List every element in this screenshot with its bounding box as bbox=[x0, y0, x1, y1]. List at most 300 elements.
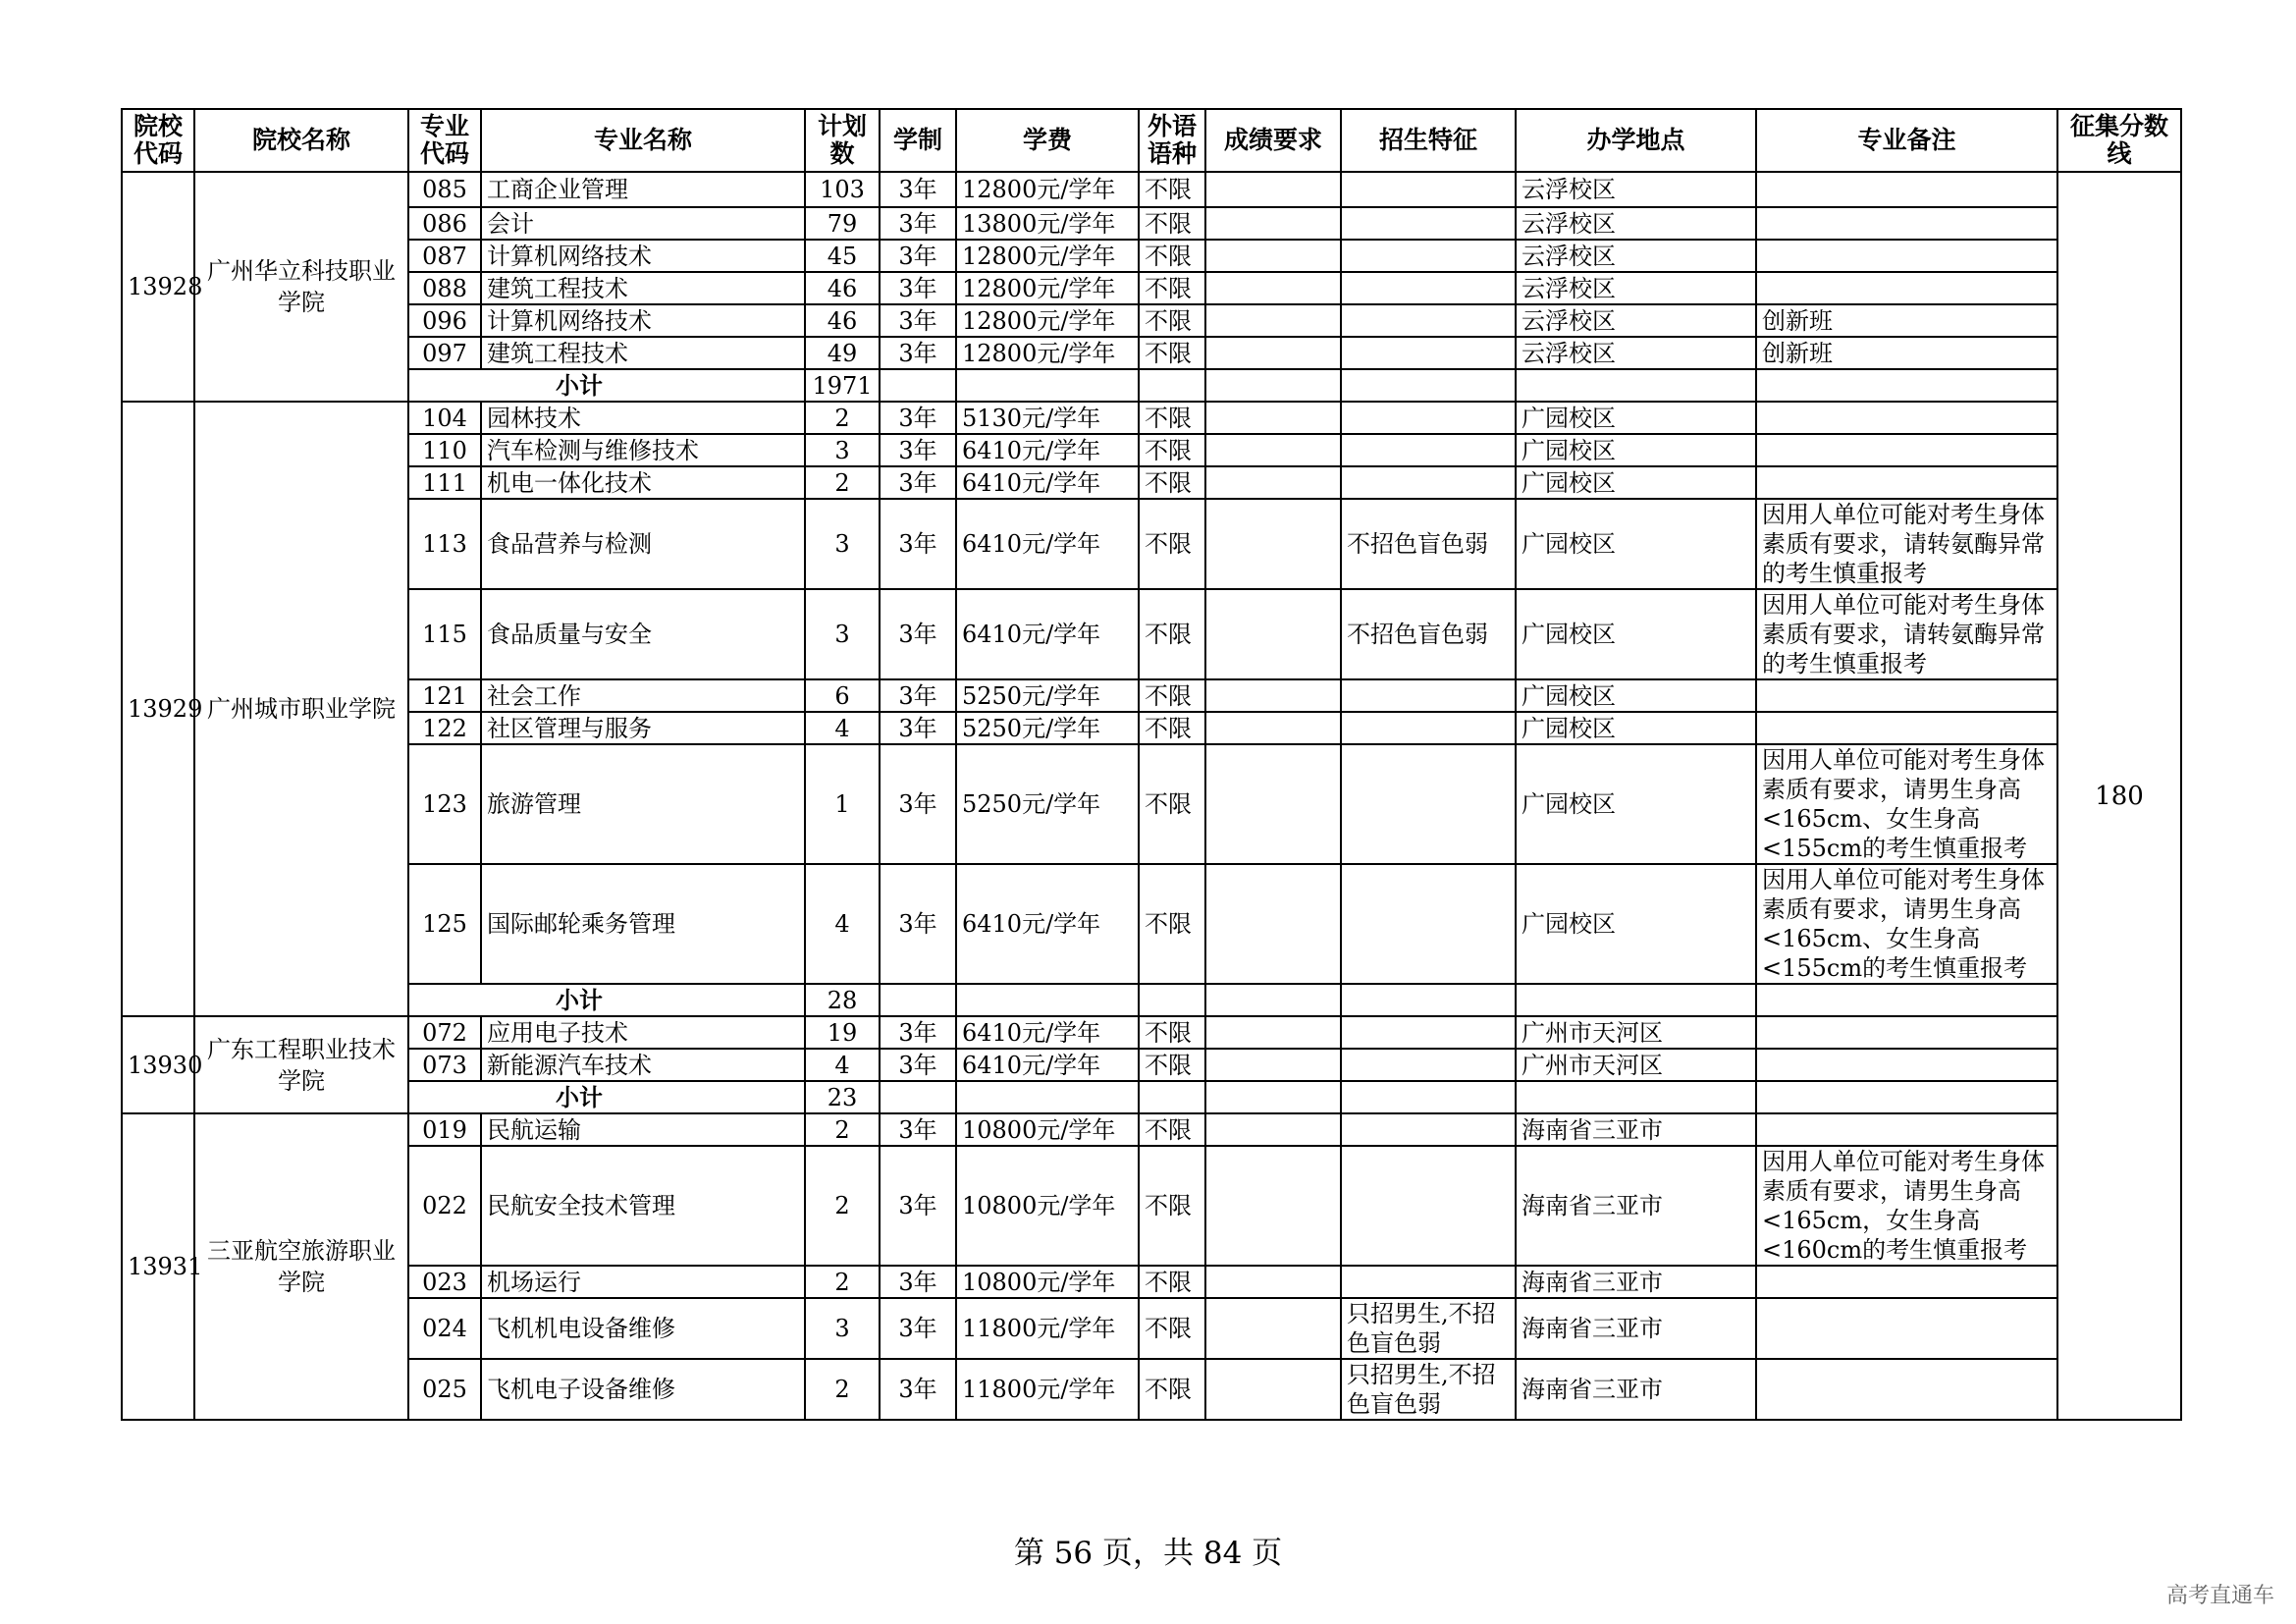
features-cell bbox=[1341, 272, 1516, 304]
score-requirement-cell bbox=[1205, 589, 1341, 679]
table-row bbox=[122, 1016, 2181, 1049]
table-row bbox=[122, 1359, 2181, 1420]
tuition-cell: 5250元/学年 bbox=[956, 744, 1139, 864]
language-cell: 不限 bbox=[1139, 1298, 1205, 1359]
empty-cell bbox=[880, 1081, 956, 1113]
remarks-cell: 因用人单位可能对考生身体素质有要求，请男生身高<165cm、女生身高<155cm的考生慎重报考 bbox=[1756, 864, 2057, 984]
location-cell: 云浮校区 bbox=[1516, 272, 1756, 304]
language-cell: 不限 bbox=[1139, 1359, 1205, 1420]
tuition-cell: 5130元/学年 bbox=[956, 402, 1139, 434]
language-cell: 不限 bbox=[1139, 272, 1205, 304]
major-code-cell: 123 bbox=[408, 744, 481, 864]
subtotal-label-cell bbox=[408, 369, 805, 402]
plan-count-cell: 4 bbox=[805, 1049, 880, 1081]
duration-cell: 3年 bbox=[880, 1049, 956, 1081]
duration-cell: 3年 bbox=[880, 1266, 956, 1298]
major-name-cell: 食品质量与安全 bbox=[481, 589, 805, 679]
location-cell: 云浮校区 bbox=[1516, 207, 1756, 240]
empty-cell bbox=[1205, 984, 1341, 1016]
table-row bbox=[122, 207, 2181, 240]
language-cell: 不限 bbox=[1139, 240, 1205, 272]
score-requirement-cell bbox=[1205, 1298, 1341, 1359]
language-cell: 不限 bbox=[1139, 172, 1205, 207]
duration-cell: 3年 bbox=[880, 1298, 956, 1359]
major-code-cell: 096 bbox=[408, 304, 481, 337]
subtotal-value-cell: 1971 bbox=[805, 369, 880, 402]
table-row bbox=[122, 466, 2181, 499]
empty-cell bbox=[1139, 984, 1205, 1016]
tuition-cell: 6410元/学年 bbox=[956, 1049, 1139, 1081]
remarks-cell: 因用人单位可能对考生身体素质有要求，请男生身高<165cm，女生身高<160cm的考生慎重报考 bbox=[1756, 1146, 2057, 1266]
school-code-cell: 13931 bbox=[122, 1113, 194, 1420]
remarks-cell bbox=[1756, 1266, 2057, 1298]
language-cell: 不限 bbox=[1139, 466, 1205, 499]
remarks-cell bbox=[1756, 466, 2057, 499]
duration-cell: 3年 bbox=[880, 402, 956, 434]
location-cell: 云浮校区 bbox=[1516, 304, 1756, 337]
plan-count-cell: 2 bbox=[805, 1113, 880, 1146]
plan-count-cell: 3 bbox=[805, 434, 880, 466]
table-row bbox=[122, 864, 2181, 984]
duration-cell: 3年 bbox=[880, 679, 956, 712]
tuition-cell: 6410元/学年 bbox=[956, 466, 1139, 499]
features-cell bbox=[1341, 1266, 1516, 1298]
duration-cell: 3年 bbox=[880, 1359, 956, 1420]
remarks-cell bbox=[1756, 1049, 2057, 1081]
school-name-cell: 广州华立科技职业学院 bbox=[194, 172, 408, 402]
plan-count-cell: 46 bbox=[805, 272, 880, 304]
score-requirement-cell bbox=[1205, 207, 1341, 240]
plan-count-cell: 49 bbox=[805, 337, 880, 369]
empty-cell bbox=[956, 984, 1139, 1016]
empty-cell bbox=[1205, 369, 1341, 402]
features-cell bbox=[1341, 1113, 1516, 1146]
admission-plan-table bbox=[121, 108, 2182, 1421]
language-cell: 不限 bbox=[1139, 679, 1205, 712]
major-name-cell: 机场运行 bbox=[481, 1266, 805, 1298]
location-cell: 广州市天河区 bbox=[1516, 1016, 1756, 1049]
score-requirement-cell bbox=[1205, 304, 1341, 337]
tuition-cell: 11800元/学年 bbox=[956, 1298, 1139, 1359]
location-cell: 海南省三亚市 bbox=[1516, 1146, 1756, 1266]
table-row bbox=[122, 337, 2181, 369]
major-code-cell: 072 bbox=[408, 1016, 481, 1049]
tuition-cell: 5250元/学年 bbox=[956, 712, 1139, 744]
duration-cell: 3年 bbox=[880, 272, 956, 304]
tuition-cell: 12800元/学年 bbox=[956, 304, 1139, 337]
remarks-cell: 因用人单位可能对考生身体素质有要求，请转氨酶异常的考生慎重报考 bbox=[1756, 499, 2057, 589]
school-code-cell: 13929 bbox=[122, 402, 194, 1016]
major-code-cell: 087 bbox=[408, 240, 481, 272]
major-code-cell: 022 bbox=[408, 1146, 481, 1266]
duration-cell: 3年 bbox=[880, 712, 956, 744]
empty-cell bbox=[1516, 1081, 1756, 1113]
empty-cell bbox=[1756, 369, 2057, 402]
tuition-cell: 12800元/学年 bbox=[956, 172, 1139, 207]
remarks-cell bbox=[1756, 712, 2057, 744]
remarks-cell bbox=[1756, 1113, 2057, 1146]
header-features: 招生特征 bbox=[1341, 109, 1516, 172]
empty-cell bbox=[1756, 1081, 2057, 1113]
header-row bbox=[122, 109, 2181, 172]
header-language: 外语语种 bbox=[1139, 109, 1205, 172]
major-code-cell: 073 bbox=[408, 1049, 481, 1081]
location-cell: 广园校区 bbox=[1516, 864, 1756, 984]
subtotal-value-cell: 23 bbox=[805, 1081, 880, 1113]
language-cell: 不限 bbox=[1139, 1266, 1205, 1298]
duration-cell: 3年 bbox=[880, 207, 956, 240]
subtotal-row bbox=[122, 1081, 2181, 1113]
tuition-cell: 10800元/学年 bbox=[956, 1113, 1139, 1146]
language-cell: 不限 bbox=[1139, 1113, 1205, 1146]
header-cutoff: 征集分数线 bbox=[2057, 109, 2181, 172]
major-name-cell: 国际邮轮乘务管理 bbox=[481, 864, 805, 984]
language-cell: 不限 bbox=[1139, 1049, 1205, 1081]
major-name-cell: 应用电子技术 bbox=[481, 1016, 805, 1049]
location-cell: 广园校区 bbox=[1516, 499, 1756, 589]
plan-count-cell: 3 bbox=[805, 499, 880, 589]
tuition-cell: 6410元/学年 bbox=[956, 434, 1139, 466]
remarks-cell bbox=[1756, 240, 2057, 272]
header-duration: 学制 bbox=[880, 109, 956, 172]
duration-cell: 3年 bbox=[880, 466, 956, 499]
plan-count-cell: 2 bbox=[805, 402, 880, 434]
score-requirement-cell bbox=[1205, 744, 1341, 864]
school-name-cell: 广东工程职业技术学院 bbox=[194, 1016, 408, 1113]
duration-cell: 3年 bbox=[880, 744, 956, 864]
duration-cell: 3年 bbox=[880, 240, 956, 272]
location-cell: 海南省三亚市 bbox=[1516, 1298, 1756, 1359]
duration-cell: 3年 bbox=[880, 337, 956, 369]
location-cell: 广园校区 bbox=[1516, 466, 1756, 499]
major-name-cell: 旅游管理 bbox=[481, 744, 805, 864]
subtotal-label-cell bbox=[408, 984, 805, 1016]
plan-count-cell: 6 bbox=[805, 679, 880, 712]
plan-count-cell: 1 bbox=[805, 744, 880, 864]
header-major-code: 专业代码 bbox=[408, 109, 481, 172]
subtotal-row bbox=[122, 369, 2181, 402]
score-requirement-cell bbox=[1205, 499, 1341, 589]
language-cell: 不限 bbox=[1139, 337, 1205, 369]
major-name-cell: 园林技术 bbox=[481, 402, 805, 434]
location-cell: 广园校区 bbox=[1516, 402, 1756, 434]
language-cell: 不限 bbox=[1139, 1016, 1205, 1049]
language-cell: 不限 bbox=[1139, 402, 1205, 434]
features-cell bbox=[1341, 712, 1516, 744]
empty-cell bbox=[956, 369, 1139, 402]
score-requirement-cell bbox=[1205, 466, 1341, 499]
major-name-cell: 计算机网络技术 bbox=[481, 304, 805, 337]
major-name-cell: 社会工作 bbox=[481, 679, 805, 712]
score-requirement-cell bbox=[1205, 864, 1341, 984]
empty-cell bbox=[1139, 1081, 1205, 1113]
features-cell bbox=[1341, 240, 1516, 272]
plan-count-cell: 3 bbox=[805, 589, 880, 679]
major-code-cell: 104 bbox=[408, 402, 481, 434]
major-name-cell: 机电一体化技术 bbox=[481, 466, 805, 499]
tuition-cell: 5250元/学年 bbox=[956, 679, 1139, 712]
duration-cell: 3年 bbox=[880, 864, 956, 984]
plan-count-cell: 2 bbox=[805, 1266, 880, 1298]
header-location: 办学地点 bbox=[1516, 109, 1756, 172]
duration-cell: 3年 bbox=[880, 304, 956, 337]
remarks-cell: 创新班 bbox=[1756, 304, 2057, 337]
cutoff-score-cell: 180 bbox=[2057, 172, 2181, 1420]
duration-cell: 3年 bbox=[880, 1113, 956, 1146]
major-code-cell: 110 bbox=[408, 434, 481, 466]
major-code-cell: 113 bbox=[408, 499, 481, 589]
major-name-cell: 飞机电子设备维修 bbox=[481, 1359, 805, 1420]
location-cell: 广园校区 bbox=[1516, 589, 1756, 679]
header-school-code: 院校代码 bbox=[122, 109, 194, 172]
remarks-cell bbox=[1756, 172, 2057, 207]
plan-count-cell: 2 bbox=[805, 1359, 880, 1420]
tuition-cell: 6410元/学年 bbox=[956, 864, 1139, 984]
major-name-cell: 民航运输 bbox=[481, 1113, 805, 1146]
remarks-cell bbox=[1756, 1359, 2057, 1420]
school-name-cell: 广州城市职业学院 bbox=[194, 402, 408, 1016]
plan-count-cell: 4 bbox=[805, 864, 880, 984]
score-requirement-cell bbox=[1205, 1113, 1341, 1146]
major-code-cell: 121 bbox=[408, 679, 481, 712]
features-cell bbox=[1341, 207, 1516, 240]
tuition-cell: 10800元/学年 bbox=[956, 1266, 1139, 1298]
empty-cell bbox=[1516, 984, 1756, 1016]
language-cell: 不限 bbox=[1139, 864, 1205, 984]
major-name-cell: 会计 bbox=[481, 207, 805, 240]
score-requirement-cell bbox=[1205, 434, 1341, 466]
remarks-cell bbox=[1756, 207, 2057, 240]
major-name-cell: 建筑工程技术 bbox=[481, 272, 805, 304]
subtotal-label: 小计 bbox=[556, 371, 603, 400]
language-cell: 不限 bbox=[1139, 744, 1205, 864]
location-cell: 海南省三亚市 bbox=[1516, 1359, 1756, 1420]
location-cell: 海南省三亚市 bbox=[1516, 1113, 1756, 1146]
tuition-cell: 6410元/学年 bbox=[956, 589, 1139, 679]
header-tuition: 学费 bbox=[956, 109, 1139, 172]
score-requirement-cell bbox=[1205, 337, 1341, 369]
features-cell bbox=[1341, 304, 1516, 337]
table-row bbox=[122, 744, 2181, 864]
score-requirement-cell bbox=[1205, 172, 1341, 207]
features-cell: 只招男生,不招色盲色弱 bbox=[1341, 1359, 1516, 1420]
major-code-cell: 086 bbox=[408, 207, 481, 240]
header-score-requirement: 成绩要求 bbox=[1205, 109, 1341, 172]
table-row bbox=[122, 1146, 2181, 1266]
major-name-cell: 建筑工程技术 bbox=[481, 337, 805, 369]
school-code-cell: 13928 bbox=[122, 172, 194, 402]
empty-cell bbox=[880, 369, 956, 402]
school-code-cell: 13930 bbox=[122, 1016, 194, 1113]
features-cell bbox=[1341, 402, 1516, 434]
empty-cell bbox=[1341, 1081, 1516, 1113]
table-body bbox=[122, 172, 2181, 1420]
features-cell: 不招色盲色弱 bbox=[1341, 499, 1516, 589]
language-cell: 不限 bbox=[1139, 712, 1205, 744]
features-cell bbox=[1341, 466, 1516, 499]
major-name-cell: 工商企业管理 bbox=[481, 172, 805, 207]
table-row bbox=[122, 1049, 2181, 1081]
table-row bbox=[122, 172, 2181, 207]
major-code-cell: 111 bbox=[408, 466, 481, 499]
major-code-cell: 088 bbox=[408, 272, 481, 304]
major-code-cell: 085 bbox=[408, 172, 481, 207]
features-cell bbox=[1341, 864, 1516, 984]
subtotal-label: 小计 bbox=[556, 986, 603, 1014]
features-cell bbox=[1341, 1016, 1516, 1049]
score-requirement-cell bbox=[1205, 679, 1341, 712]
tuition-cell: 12800元/学年 bbox=[956, 337, 1139, 369]
features-cell bbox=[1341, 679, 1516, 712]
school-name-cell: 三亚航空旅游职业学院 bbox=[194, 1113, 408, 1420]
score-requirement-cell bbox=[1205, 1266, 1341, 1298]
language-cell: 不限 bbox=[1139, 589, 1205, 679]
score-requirement-cell bbox=[1205, 402, 1341, 434]
score-requirement-cell bbox=[1205, 1016, 1341, 1049]
duration-cell: 3年 bbox=[880, 499, 956, 589]
features-cell bbox=[1341, 744, 1516, 864]
admission-table-container bbox=[121, 108, 2180, 1421]
location-cell: 广园校区 bbox=[1516, 434, 1756, 466]
major-code-cell: 115 bbox=[408, 589, 481, 679]
table-row bbox=[122, 1298, 2181, 1359]
duration-cell: 3年 bbox=[880, 589, 956, 679]
duration-cell: 3年 bbox=[880, 434, 956, 466]
empty-cell bbox=[956, 1081, 1139, 1113]
table-row bbox=[122, 434, 2181, 466]
duration-cell: 3年 bbox=[880, 172, 956, 207]
major-name-cell: 汽车检测与维修技术 bbox=[481, 434, 805, 466]
score-requirement-cell bbox=[1205, 1146, 1341, 1266]
major-code-cell: 019 bbox=[408, 1113, 481, 1146]
major-name-cell: 食品营养与检测 bbox=[481, 499, 805, 589]
empty-cell bbox=[1756, 984, 2057, 1016]
table-row bbox=[122, 499, 2181, 589]
language-cell: 不限 bbox=[1139, 434, 1205, 466]
location-cell: 广园校区 bbox=[1516, 744, 1756, 864]
empty-cell bbox=[1341, 984, 1516, 1016]
language-cell: 不限 bbox=[1139, 499, 1205, 589]
tuition-cell: 6410元/学年 bbox=[956, 1016, 1139, 1049]
language-cell: 不限 bbox=[1139, 207, 1205, 240]
page-number: 第 56 页，共 84 页 bbox=[1013, 1536, 1283, 1571]
major-name-cell: 计算机网络技术 bbox=[481, 240, 805, 272]
header-plan: 计划数 bbox=[805, 109, 880, 172]
remarks-cell bbox=[1756, 434, 2057, 466]
header-remarks: 专业备注 bbox=[1756, 109, 2057, 172]
watermark: 高考直通车 bbox=[2165, 1584, 2274, 1608]
score-requirement-cell bbox=[1205, 272, 1341, 304]
remarks-cell bbox=[1756, 272, 2057, 304]
plan-count-cell: 2 bbox=[805, 466, 880, 499]
subtotal-label-cell bbox=[408, 1081, 805, 1113]
features-cell bbox=[1341, 1146, 1516, 1266]
major-code-cell: 125 bbox=[408, 864, 481, 984]
plan-count-cell: 103 bbox=[805, 172, 880, 207]
subtotal-row bbox=[122, 984, 2181, 1016]
plan-count-cell: 4 bbox=[805, 712, 880, 744]
plan-count-cell: 46 bbox=[805, 304, 880, 337]
major-name-cell: 社区管理与服务 bbox=[481, 712, 805, 744]
table-row bbox=[122, 712, 2181, 744]
score-requirement-cell bbox=[1205, 1359, 1341, 1420]
tuition-cell: 13800元/学年 bbox=[956, 207, 1139, 240]
table-row bbox=[122, 1113, 2181, 1146]
features-cell bbox=[1341, 434, 1516, 466]
table-row bbox=[122, 402, 2181, 434]
location-cell: 广州市天河区 bbox=[1516, 1049, 1756, 1081]
score-requirement-cell bbox=[1205, 1049, 1341, 1081]
empty-cell bbox=[1139, 369, 1205, 402]
empty-cell bbox=[1516, 369, 1756, 402]
major-name-cell: 新能源汽车技术 bbox=[481, 1049, 805, 1081]
major-code-cell: 024 bbox=[408, 1298, 481, 1359]
features-cell bbox=[1341, 172, 1516, 207]
location-cell: 广园校区 bbox=[1516, 679, 1756, 712]
location-cell: 云浮校区 bbox=[1516, 172, 1756, 207]
remarks-cell bbox=[1756, 679, 2057, 712]
major-name-cell: 民航安全技术管理 bbox=[481, 1146, 805, 1266]
header-school-name: 院校名称 bbox=[194, 109, 408, 172]
tuition-cell: 10800元/学年 bbox=[956, 1146, 1139, 1266]
tuition-cell: 12800元/学年 bbox=[956, 272, 1139, 304]
duration-cell: 3年 bbox=[880, 1146, 956, 1266]
subtotal-value-cell: 28 bbox=[805, 984, 880, 1016]
features-cell: 只招男生,不招色盲色弱 bbox=[1341, 1298, 1516, 1359]
plan-count-cell: 79 bbox=[805, 207, 880, 240]
remarks-cell: 因用人单位可能对考生身体素质有要求，请转氨酶异常的考生慎重报考 bbox=[1756, 589, 2057, 679]
remarks-cell bbox=[1756, 1298, 2057, 1359]
location-cell: 云浮校区 bbox=[1516, 337, 1756, 369]
major-code-cell: 023 bbox=[408, 1266, 481, 1298]
remarks-cell bbox=[1756, 402, 2057, 434]
features-cell bbox=[1341, 337, 1516, 369]
tuition-cell: 12800元/学年 bbox=[956, 240, 1139, 272]
table-row bbox=[122, 679, 2181, 712]
plan-count-cell: 2 bbox=[805, 1146, 880, 1266]
table-row bbox=[122, 589, 2181, 679]
major-name-cell: 飞机机电设备维修 bbox=[481, 1298, 805, 1359]
score-requirement-cell bbox=[1205, 712, 1341, 744]
location-cell: 海南省三亚市 bbox=[1516, 1266, 1756, 1298]
table-row bbox=[122, 240, 2181, 272]
tuition-cell: 6410元/学年 bbox=[956, 499, 1139, 589]
major-code-cell: 122 bbox=[408, 712, 481, 744]
plan-count-cell: 3 bbox=[805, 1298, 880, 1359]
header-major-name: 专业名称 bbox=[481, 109, 805, 172]
plan-count-cell: 45 bbox=[805, 240, 880, 272]
table-row bbox=[122, 272, 2181, 304]
subtotal-label: 小计 bbox=[556, 1083, 603, 1111]
remarks-cell bbox=[1756, 1016, 2057, 1049]
language-cell: 不限 bbox=[1139, 304, 1205, 337]
score-requirement-cell bbox=[1205, 240, 1341, 272]
empty-cell bbox=[1341, 369, 1516, 402]
features-cell: 不招色盲色弱 bbox=[1341, 589, 1516, 679]
remarks-cell: 创新班 bbox=[1756, 337, 2057, 369]
remarks-cell: 因用人单位可能对考生身体素质有要求，请男生身高<165cm、女生身高<155cm的考生慎重报考 bbox=[1756, 744, 2057, 864]
features-cell bbox=[1341, 1049, 1516, 1081]
location-cell: 广园校区 bbox=[1516, 712, 1756, 744]
tuition-cell: 11800元/学年 bbox=[956, 1359, 1139, 1420]
location-cell: 云浮校区 bbox=[1516, 240, 1756, 272]
duration-cell: 3年 bbox=[880, 1016, 956, 1049]
plan-count-cell: 19 bbox=[805, 1016, 880, 1049]
major-code-cell: 097 bbox=[408, 337, 481, 369]
table-row bbox=[122, 304, 2181, 337]
major-code-cell: 025 bbox=[408, 1359, 481, 1420]
language-cell: 不限 bbox=[1139, 1146, 1205, 1266]
